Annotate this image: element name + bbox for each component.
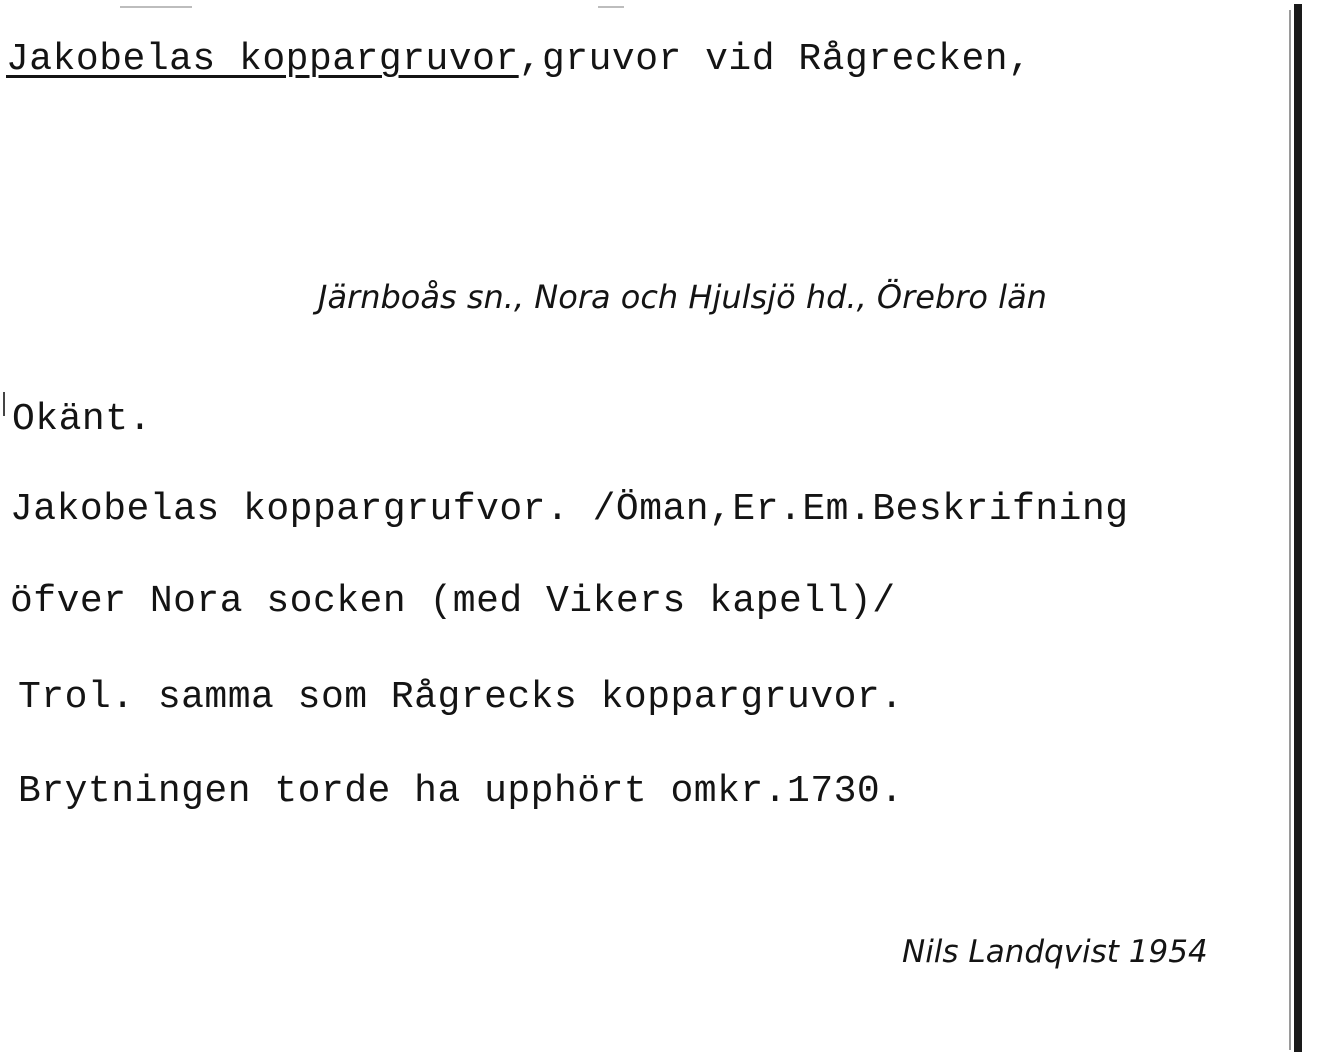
scan-mark — [598, 6, 624, 8]
reference-line-1: Jakobelas koppargrufvor. /Öman,Er.Em.Beskrifning — [10, 488, 1129, 531]
status-line: Okänt. — [12, 398, 152, 441]
title-rest: ,gruvor vid Rågrecken, — [518, 38, 1032, 81]
scan-mark — [120, 6, 192, 8]
title-underlined-name: Jakobelas koppargruvor — [6, 38, 519, 81]
card-edge — [1294, 4, 1302, 1052]
location-line: Järnboås sn., Nora och Hjulsjö hd., Örebro län — [318, 278, 1047, 316]
card-edge-shadow — [1289, 10, 1291, 1050]
signature: Nils Landqvist 1954 — [902, 934, 1208, 970]
card-title — [6, 38, 1031, 81]
mining-end-line: Brytningen torde ha upphört omkr.1730. — [18, 770, 904, 813]
margin-mark — [3, 392, 5, 416]
note-line: Trol. samma som Rågrecks koppargruvor. — [18, 676, 904, 719]
reference-line-2: öfver Nora socken (med Vikers kapell)/ — [10, 580, 896, 623]
